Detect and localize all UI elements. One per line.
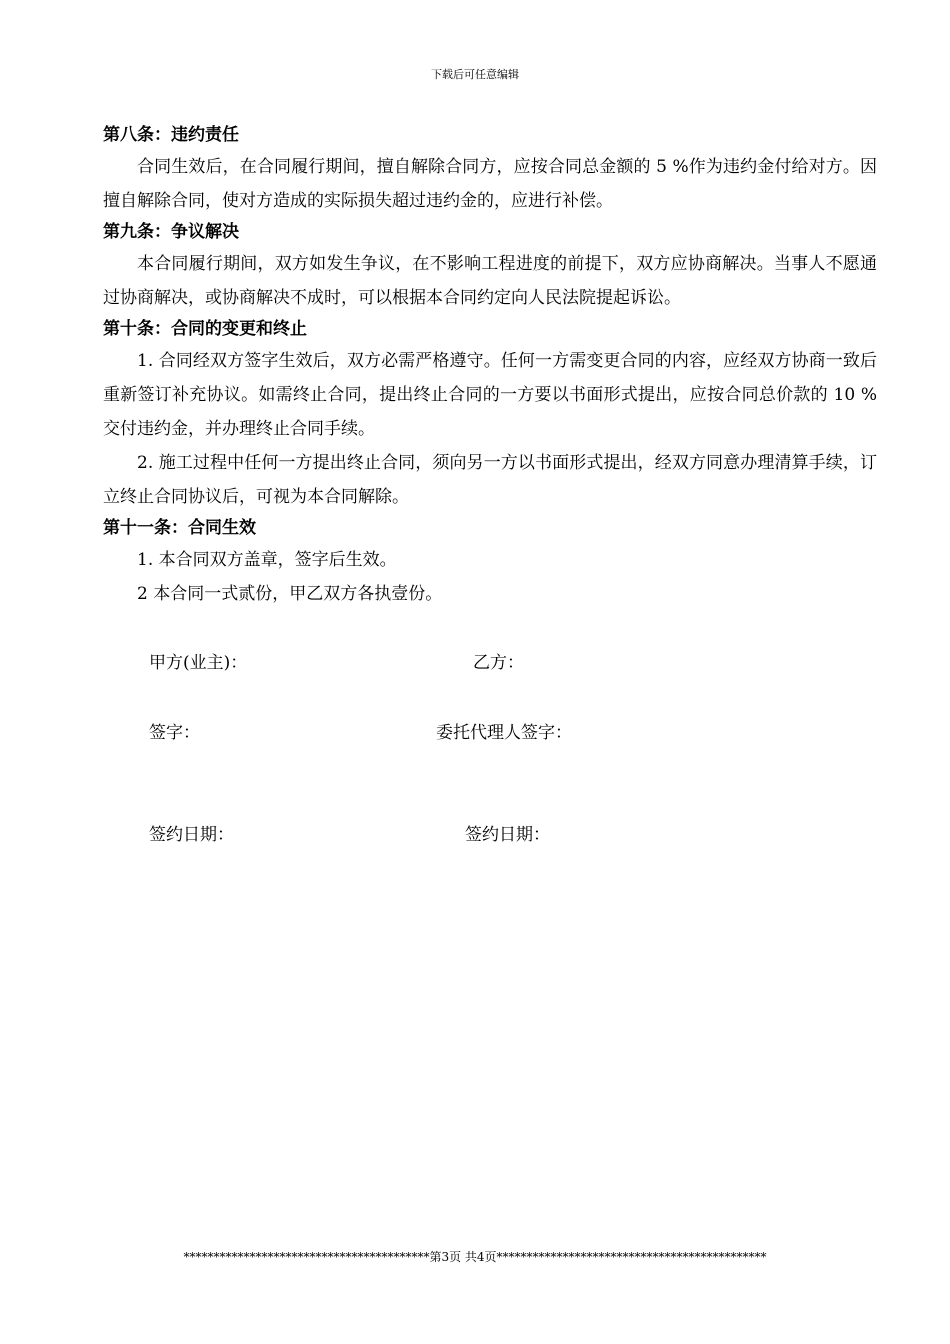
page-number: 第3页 共4页 — [429, 1250, 497, 1264]
section-heading-11: 第十一条：合同生效 — [103, 518, 256, 538]
party-a-sign-label: 签字： — [149, 723, 200, 743]
party-b-agent-sign-label: 委托代理人签字： — [436, 723, 572, 743]
page-footer — [0, 1248, 950, 1265]
document-body — [103, 121, 877, 854]
section-8-paragraph: 合同生效后，在合同履行期间，擅自解除合同方，应按合同总金额的 5 %作为违约金付给对方。因擅自解除合同，使对方造成的实际损失超过违约金的，应进行补偿。 — [103, 157, 877, 211]
section-9-paragraph: 本合同履行期间，双方如发生争议，在不影响工程进度的前提下，双方应协商解决。当事人不愿通过协商解决，或协商解决不成时，可以根据本合同约定向人民法院提起诉讼。 — [103, 254, 877, 308]
party-a-date-label: 签约日期： — [149, 825, 234, 845]
footer-stars-right: ********************************************* — [496, 1250, 767, 1264]
footer-stars-left: ***************************************** — [183, 1250, 430, 1264]
signature-row-sign — [103, 718, 877, 752]
section-heading-10: 第十条：合同的变更和终止 — [103, 319, 307, 339]
section-10-paragraph-1: 1. 合同经双方签字生效后，双方必需严格遵守。任何一方需变更合同的内容，应经双方协商一致后重新签订补充协议。如需终止合同，提出终止合同的一方要以书面形式提出，应按合同总价款的 10 %交付违约金，并办理终止合同手续。 — [103, 351, 877, 439]
section-10-paragraph-2: 2. 施工过程中任何一方提出终止合同，须向另一方以书面形式提出，经双方同意办理清算手续，订立终止合同协议后，可视为本合同解除。 — [103, 453, 877, 507]
page-header: 下载后可任意编辑 — [431, 68, 519, 81]
section-heading-9: 第九条：争议解决 — [103, 222, 239, 242]
section-11-paragraph-1: 1. 本合同双方盖章，签字后生效。 — [137, 550, 397, 570]
section-heading-8: 第八条：违约责任 — [103, 125, 239, 145]
signature-row-parties — [103, 648, 877, 682]
signature-row-date — [103, 820, 877, 854]
party-a-label: 甲方(业主)： — [149, 653, 248, 673]
party-b-label: 乙方： — [473, 653, 524, 673]
section-11-paragraph-2: 2 本合同一式贰份，甲乙双方各执壹份。 — [137, 584, 443, 604]
party-b-date-label: 签约日期： — [465, 825, 550, 845]
